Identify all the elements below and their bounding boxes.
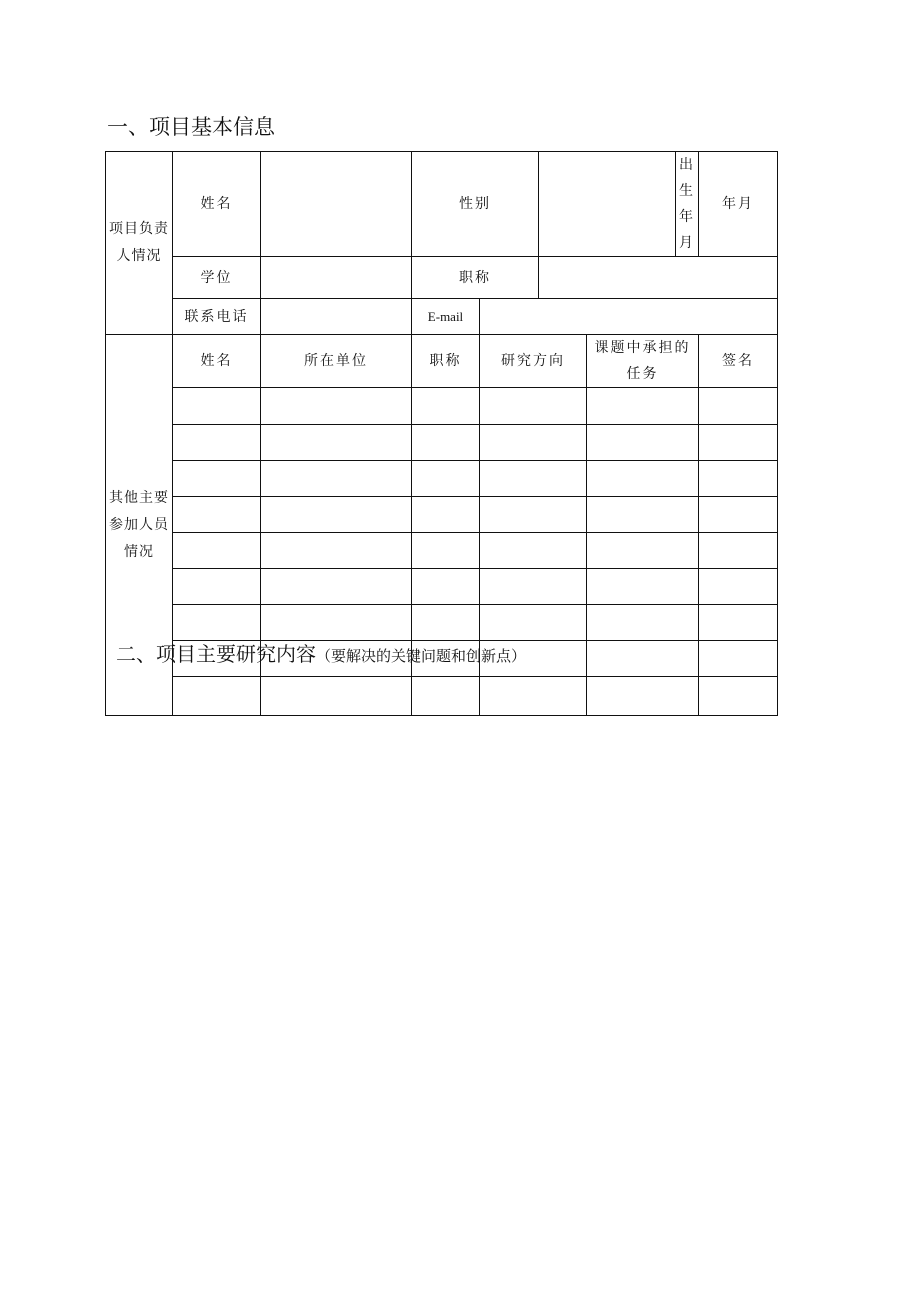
member-unit-cell[interactable] [261, 677, 412, 716]
member-title-cell[interactable] [412, 388, 480, 425]
member-signature-cell[interactable] [699, 497, 778, 533]
leader-row-2 [106, 257, 778, 299]
member-title-cell[interactable] [412, 569, 480, 605]
member-row [106, 461, 778, 497]
members-col-unit: 所在单位 [261, 335, 412, 388]
leader-phone-label: 联系电话 [173, 299, 261, 335]
leader-degree-field[interactable] [261, 257, 412, 299]
member-signature-cell[interactable] [699, 569, 778, 605]
member-title-cell[interactable] [412, 497, 480, 533]
member-task-cell[interactable] [587, 461, 699, 497]
member-task-cell[interactable] [587, 569, 699, 605]
section-2-note: （要解决的关键问题和创新点） [316, 647, 527, 665]
member-unit-cell[interactable] [261, 569, 412, 605]
member-title-cell[interactable] [412, 677, 480, 716]
member-field-cell[interactable] [480, 497, 587, 533]
member-field-cell[interactable] [480, 569, 587, 605]
member-unit-cell[interactable] [261, 388, 412, 425]
leader-group-label: 项目负责人情况 [106, 152, 173, 335]
member-signature-cell[interactable] [699, 641, 778, 677]
member-name-cell[interactable] [173, 461, 261, 497]
leader-phone-field[interactable] [261, 299, 412, 335]
member-signature-cell[interactable] [699, 388, 778, 425]
member-name-cell[interactable] [173, 497, 261, 533]
member-row [106, 425, 778, 461]
members-group-label: 其他主要参加人员情况 [106, 335, 173, 716]
section-2-title [116, 640, 526, 670]
member-signature-cell[interactable] [699, 461, 778, 497]
leader-title-label: 职称 [412, 257, 539, 299]
members-col-title: 职称 [412, 335, 480, 388]
members-col-field: 研究方向 [480, 335, 587, 388]
section-2-title-text: 二、项目主要研究内容 [116, 642, 316, 666]
member-row [106, 569, 778, 605]
member-signature-cell[interactable] [699, 425, 778, 461]
leader-row-1 [106, 152, 778, 257]
member-task-cell[interactable] [587, 605, 699, 641]
member-field-cell[interactable] [480, 388, 587, 425]
member-field-cell[interactable] [480, 533, 587, 569]
member-task-cell[interactable] [587, 533, 699, 569]
leader-email-label: E-mail [412, 299, 480, 335]
leader-name-field[interactable] [261, 152, 412, 257]
member-unit-cell[interactable] [261, 605, 412, 641]
leader-title-field[interactable] [539, 257, 778, 299]
member-field-cell[interactable] [480, 425, 587, 461]
member-name-cell[interactable] [173, 569, 261, 605]
member-name-cell[interactable] [173, 677, 261, 716]
member-task-cell[interactable] [587, 641, 699, 677]
member-row [106, 677, 778, 716]
member-signature-cell[interactable] [699, 677, 778, 716]
member-name-cell[interactable] [173, 533, 261, 569]
member-title-cell[interactable] [412, 425, 480, 461]
member-task-cell[interactable] [587, 677, 699, 716]
members-col-signature: 签名 [699, 335, 778, 388]
member-row [106, 497, 778, 533]
member-title-cell[interactable] [412, 461, 480, 497]
member-title-cell[interactable] [412, 605, 480, 641]
member-unit-cell[interactable] [261, 461, 412, 497]
member-task-cell[interactable] [587, 388, 699, 425]
member-row [106, 605, 778, 641]
leader-row-3 [106, 299, 778, 335]
member-task-cell[interactable] [587, 425, 699, 461]
members-col-task: 课题中承担的任务 [587, 335, 699, 388]
member-field-cell[interactable] [480, 461, 587, 497]
leader-email-field[interactable] [480, 299, 778, 335]
member-field-cell[interactable] [480, 677, 587, 716]
project-info-table [105, 151, 778, 716]
member-signature-cell[interactable] [699, 533, 778, 569]
leader-degree-label: 学位 [173, 257, 261, 299]
members-col-name: 姓名 [173, 335, 261, 388]
member-row [106, 388, 778, 425]
member-task-cell[interactable] [587, 497, 699, 533]
member-unit-cell[interactable] [261, 533, 412, 569]
member-signature-cell[interactable] [699, 605, 778, 641]
member-field-cell[interactable] [480, 605, 587, 641]
member-unit-cell[interactable] [261, 425, 412, 461]
leader-birth-field[interactable]: 年月 [699, 152, 778, 257]
leader-gender-label: 性别 [412, 152, 539, 257]
section-1-title: 一、项目基本信息 [107, 115, 275, 139]
leader-gender-field[interactable] [539, 152, 676, 257]
leader-birth-label: 出生年月 [676, 152, 699, 257]
members-header-row [106, 335, 778, 388]
leader-name-label: 姓名 [173, 152, 261, 257]
member-name-cell[interactable] [173, 388, 261, 425]
member-name-cell[interactable] [173, 605, 261, 641]
member-row [106, 533, 778, 569]
member-title-cell[interactable] [412, 533, 480, 569]
member-name-cell[interactable] [173, 425, 261, 461]
member-unit-cell[interactable] [261, 497, 412, 533]
